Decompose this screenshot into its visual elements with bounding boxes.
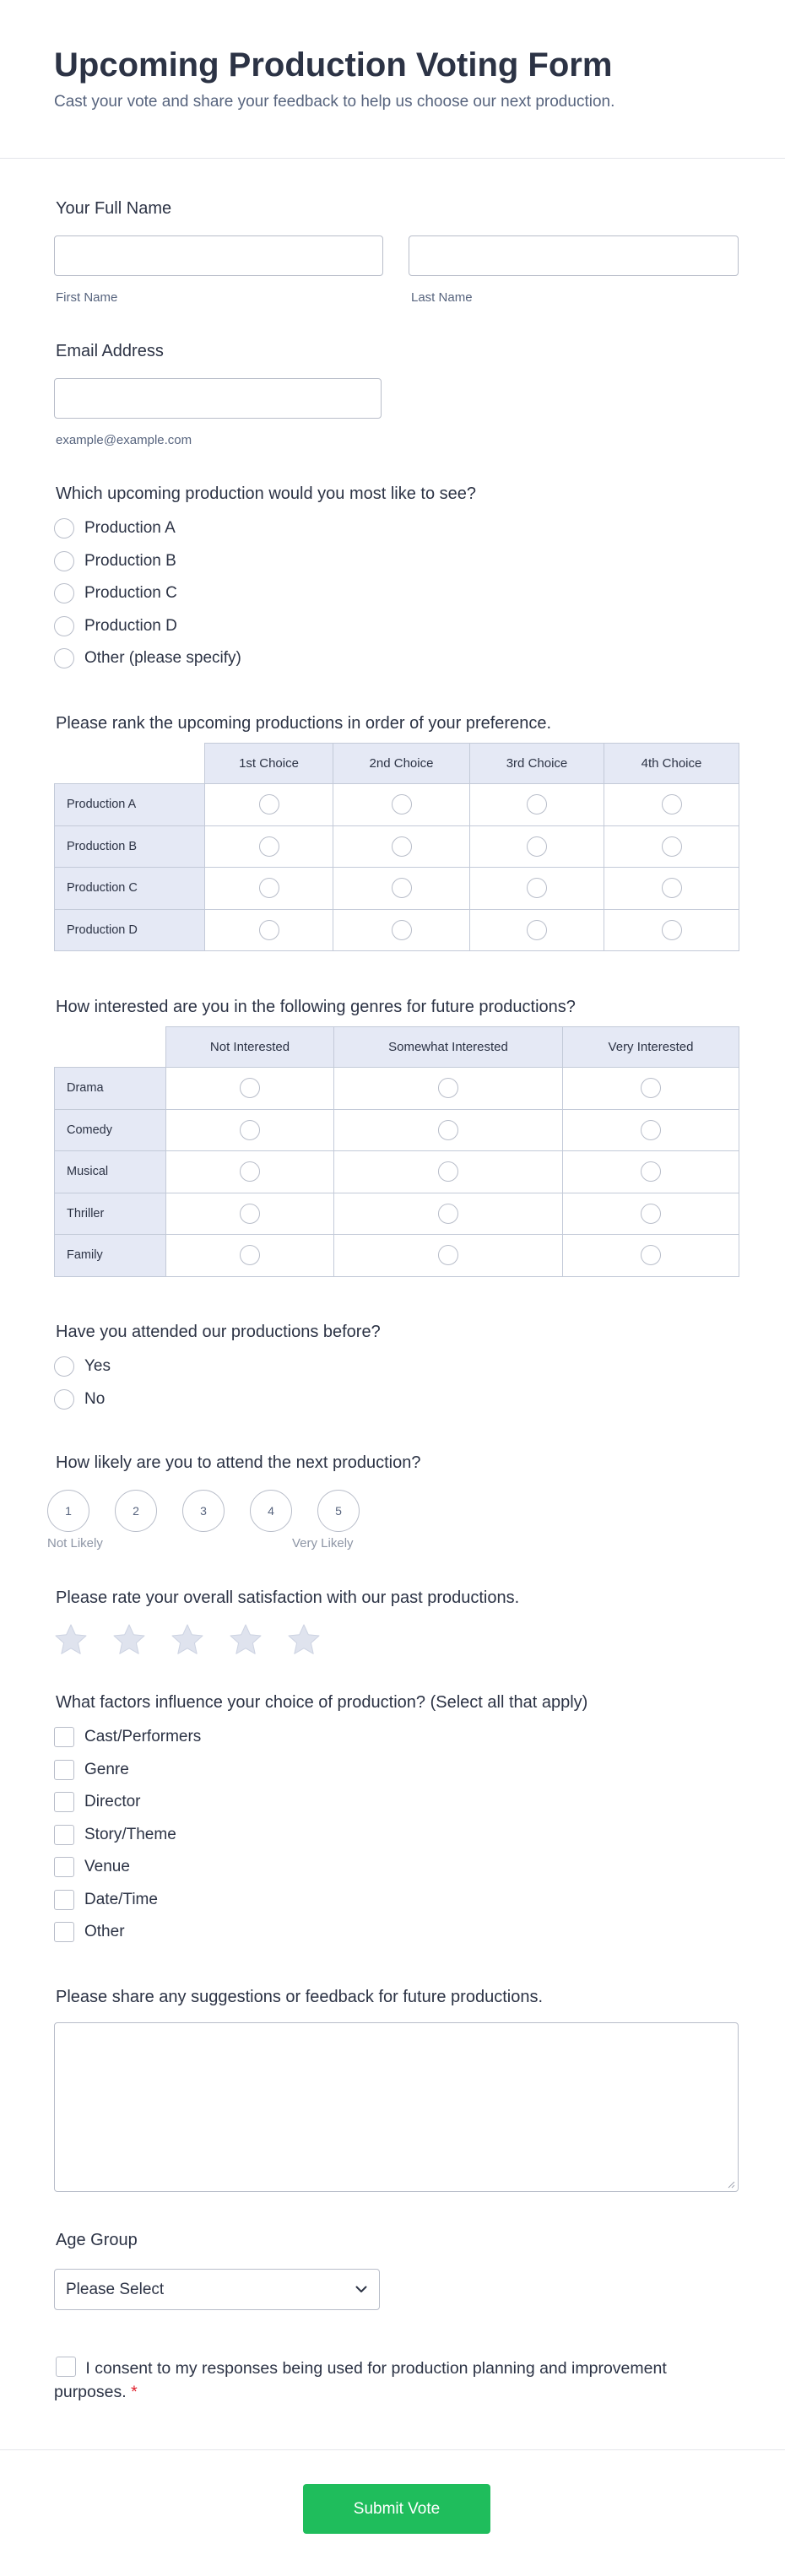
matrix-cell	[604, 825, 739, 868]
matrix-cell	[470, 825, 604, 868]
last-name-input[interactable]	[409, 235, 739, 276]
attended-option[interactable]	[54, 1350, 739, 1383]
scale-option[interactable]: 2	[115, 1490, 157, 1532]
matrix-row-label: Production B	[55, 825, 205, 868]
factor-option[interactable]	[54, 1819, 739, 1852]
matrix-cell	[334, 1193, 563, 1235]
production-option[interactable]	[54, 610, 739, 643]
option-label: Other	[84, 1923, 125, 1941]
likelihood-min-caption: Not Likely	[47, 1536, 103, 1550]
ranking-field	[54, 714, 739, 951]
production-choice-label: Which upcoming production would you most like to see?	[56, 484, 477, 503]
matrix-radio-button[interactable]	[641, 1078, 661, 1098]
genres-label: How interested are you in the following genres for future productions?	[56, 998, 576, 1016]
option-label: Production B	[84, 551, 176, 570]
matrix-row-label: Family	[55, 1235, 166, 1277]
matrix-cell	[563, 1151, 739, 1193]
matrix-radio-button[interactable]	[392, 794, 412, 814]
factor-option[interactable]	[54, 1786, 739, 1819]
option-label: No	[84, 1389, 106, 1408]
form-subtitle: Cast your vote and share your feedback to help us choose our next production.	[54, 93, 615, 111]
factors-field	[54, 1693, 739, 1949]
star-icon[interactable]	[229, 1623, 263, 1657]
genres-matrix	[54, 1026, 739, 1277]
star-icon[interactable]	[287, 1623, 321, 1657]
matrix-cell	[334, 1235, 563, 1277]
matrix-radio-button[interactable]	[662, 878, 682, 898]
matrix-cell	[604, 868, 739, 910]
matrix-radio-button[interactable]	[641, 1120, 661, 1140]
attended-options	[54, 1350, 739, 1415]
radio-button[interactable]	[54, 1389, 74, 1410]
matrix-radio-button[interactable]	[240, 1078, 260, 1098]
matrix-radio-button[interactable]	[527, 878, 547, 898]
production-option[interactable]	[54, 545, 739, 578]
matrix-radio-button[interactable]	[641, 1245, 661, 1265]
chevron-down-icon	[355, 2286, 367, 2293]
ranking-label: Please rank the upcoming productions in order of your preference.	[56, 714, 552, 733]
last-name-sublabel: Last Name	[411, 290, 473, 305]
matrix-radio-button[interactable]	[662, 920, 682, 940]
ranking-row	[55, 825, 739, 868]
matrix-cell	[470, 909, 604, 951]
matrix-cell	[604, 909, 739, 951]
matrix-cell	[470, 868, 604, 910]
ranking-row	[55, 784, 739, 826]
radio-button[interactable]	[54, 551, 74, 571]
matrix-radio-button[interactable]	[662, 836, 682, 857]
matrix-radio-button[interactable]	[392, 836, 412, 857]
matrix-cell	[604, 784, 739, 826]
option-label: Production A	[84, 519, 176, 538]
matrix-column-header: Not Interested	[166, 1027, 334, 1068]
option-label: Date/Time	[84, 1890, 158, 1908]
consent-label	[54, 2357, 739, 2404]
factor-option[interactable]	[54, 1884, 739, 1917]
email-label: Email Address	[56, 342, 164, 360]
option-label: Genre	[84, 1760, 129, 1778]
scale-option[interactable]: 3	[182, 1490, 225, 1532]
matrix-row-label: Production D	[55, 909, 205, 951]
age-group-selected-value: Please Select	[66, 2280, 165, 2298]
star-icon[interactable]	[112, 1623, 146, 1657]
factor-option[interactable]	[54, 1916, 739, 1949]
option-label: Other (please specify)	[84, 649, 241, 668]
option-label: Story/Theme	[84, 1825, 176, 1843]
matrix-cell	[166, 1235, 334, 1277]
matrix-column-header: 2nd Choice	[333, 744, 470, 784]
likelihood-field	[47, 1453, 739, 1555]
factor-option[interactable]	[54, 1851, 739, 1884]
matrix-corner	[55, 744, 205, 784]
matrix-radio-button[interactable]	[662, 794, 682, 814]
email-field	[54, 342, 739, 452]
matrix-radio-button[interactable]	[527, 794, 547, 814]
consent-text: I consent to my responses being used for production planning and improvement purposes.	[54, 2359, 667, 2401]
genres-field	[54, 998, 739, 1277]
matrix-radio-button[interactable]	[438, 1078, 458, 1098]
factor-option[interactable]	[54, 1754, 739, 1787]
checkbox[interactable]	[54, 1890, 74, 1910]
satisfaction-field	[54, 1588, 739, 1657]
consent-checkbox[interactable]	[56, 2357, 76, 2377]
option-label: Production D	[84, 616, 177, 635]
first-name-sublabel: First Name	[56, 290, 118, 305]
matrix-radio-button[interactable]	[259, 794, 279, 814]
matrix-column-header: 4th Choice	[604, 744, 739, 784]
genre-row	[55, 1235, 739, 1277]
production-choice-field	[54, 484, 739, 675]
matrix-radio-button[interactable]	[240, 1204, 260, 1224]
first-name-input[interactable]	[54, 235, 383, 276]
matrix-radio-button[interactable]	[438, 1161, 458, 1182]
option-label: Production C	[84, 584, 177, 603]
matrix-cell	[563, 1109, 739, 1151]
matrix-radio-button[interactable]	[259, 920, 279, 940]
feedback-field	[54, 1988, 739, 2192]
matrix-cell	[205, 825, 333, 868]
genre-row	[55, 1109, 739, 1151]
matrix-row-label: Production C	[55, 868, 205, 910]
checkbox[interactable]	[54, 1857, 74, 1877]
matrix-column-header: Somewhat Interested	[334, 1027, 563, 1068]
full-name-label: Your Full Name	[56, 199, 172, 218]
matrix-cell	[563, 1235, 739, 1277]
radio-button[interactable]	[54, 583, 74, 603]
email-input[interactable]	[54, 378, 382, 419]
production-option[interactable]	[54, 642, 739, 675]
matrix-cell	[333, 868, 470, 910]
option-label: Yes	[84, 1357, 111, 1376]
radio-button[interactable]	[54, 1356, 74, 1377]
attended-field	[54, 1323, 739, 1415]
feedback-textarea[interactable]	[54, 2022, 739, 2192]
matrix-radio-button[interactable]	[527, 920, 547, 940]
ranking-row	[55, 909, 739, 951]
matrix-radio-button[interactable]	[259, 836, 279, 857]
radio-button[interactable]	[54, 616, 74, 636]
option-label: Venue	[84, 1858, 130, 1876]
star-icon[interactable]	[54, 1623, 88, 1657]
checkbox[interactable]	[54, 1792, 74, 1812]
form-header	[0, 0, 785, 159]
likelihood-label: How likely are you to attend the next production?	[56, 1453, 421, 1472]
matrix-cell	[333, 784, 470, 826]
matrix-corner	[55, 1027, 166, 1068]
option-label: Cast/Performers	[84, 1728, 202, 1746]
required-asterisk: *	[131, 2383, 138, 2401]
matrix-radio-button[interactable]	[259, 878, 279, 898]
factors-label: What factors influence your choice of production? (Select all that apply)	[56, 1693, 588, 1712]
checkbox[interactable]	[54, 1922, 74, 1942]
genre-row	[55, 1151, 739, 1193]
age-group-label: Age Group	[56, 2231, 138, 2249]
checkbox[interactable]	[54, 1825, 74, 1845]
checkbox[interactable]	[54, 1760, 74, 1780]
matrix-cell	[334, 1151, 563, 1193]
matrix-cell	[470, 784, 604, 826]
ranking-row	[55, 868, 739, 910]
age-group-field	[54, 2231, 739, 2310]
likelihood-max-caption: Very Likely	[292, 1536, 354, 1550]
form-title: Upcoming Production Voting Form	[54, 46, 613, 84]
email-sublabel: example@example.com	[56, 433, 192, 447]
matrix-cell	[205, 784, 333, 826]
submit-button[interactable]: Submit Vote	[303, 2484, 490, 2534]
matrix-cell	[166, 1193, 334, 1235]
likelihood-scale	[47, 1490, 360, 1532]
full-name-field	[54, 199, 739, 309]
scale-option[interactable]: 1	[47, 1490, 89, 1532]
matrix-cell	[166, 1151, 334, 1193]
production-option[interactable]	[54, 577, 739, 610]
matrix-radio-button[interactable]	[527, 836, 547, 857]
matrix-cell	[333, 909, 470, 951]
matrix-cell	[205, 868, 333, 910]
genre-row	[55, 1193, 739, 1235]
scale-option[interactable]: 4	[250, 1490, 292, 1532]
matrix-row-label: Production A	[55, 784, 205, 826]
matrix-radio-button[interactable]	[392, 878, 412, 898]
scale-option[interactable]: 5	[317, 1490, 360, 1532]
matrix-cell	[563, 1193, 739, 1235]
feedback-label: Please share any suggestions or feedback for future productions.	[56, 1988, 544, 2006]
matrix-radio-button[interactable]	[240, 1120, 260, 1140]
checkbox[interactable]	[54, 1727, 74, 1747]
matrix-row-label: Drama	[55, 1068, 166, 1110]
radio-button[interactable]	[54, 518, 74, 538]
factor-option[interactable]	[54, 1721, 739, 1754]
matrix-cell	[166, 1109, 334, 1151]
age-group-select[interactable]	[54, 2269, 380, 2310]
matrix-radio-button[interactable]	[240, 1245, 260, 1265]
satisfaction-label: Please rate your overall satisfaction with our past productions.	[56, 1588, 520, 1607]
matrix-row-label: Thriller	[55, 1193, 166, 1235]
radio-button[interactable]	[54, 648, 74, 668]
matrix-radio-button[interactable]	[438, 1245, 458, 1265]
option-label: Director	[84, 1793, 141, 1811]
matrix-column-header: 1st Choice	[205, 744, 333, 784]
matrix-cell	[205, 909, 333, 951]
form-footer	[0, 2449, 785, 2576]
production-option[interactable]	[54, 512, 739, 545]
attended-label: Have you attended our productions before?	[56, 1323, 381, 1341]
matrix-cell	[563, 1068, 739, 1110]
matrix-cell	[166, 1068, 334, 1110]
matrix-cell	[334, 1109, 563, 1151]
matrix-column-header: 3rd Choice	[470, 744, 604, 784]
consent-field	[54, 2357, 739, 2404]
matrix-row-label: Musical	[55, 1151, 166, 1193]
matrix-radio-button[interactable]	[641, 1204, 661, 1224]
star-icon[interactable]	[171, 1623, 204, 1657]
matrix-radio-button[interactable]	[240, 1161, 260, 1182]
matrix-radio-button[interactable]	[438, 1204, 458, 1224]
satisfaction-stars	[54, 1623, 739, 1657]
factors-options	[54, 1721, 739, 1949]
matrix-cell	[333, 825, 470, 868]
matrix-radio-button[interactable]	[392, 920, 412, 940]
matrix-column-header: Very Interested	[563, 1027, 739, 1068]
matrix-radio-button[interactable]	[641, 1161, 661, 1182]
attended-option[interactable]	[54, 1383, 739, 1416]
matrix-radio-button[interactable]	[438, 1120, 458, 1140]
matrix-cell	[334, 1068, 563, 1110]
production-choice-options	[54, 512, 739, 675]
resize-handle-icon[interactable]	[727, 2180, 735, 2189]
ranking-matrix	[54, 743, 739, 951]
matrix-row-label: Comedy	[55, 1109, 166, 1151]
genre-row	[55, 1068, 739, 1110]
